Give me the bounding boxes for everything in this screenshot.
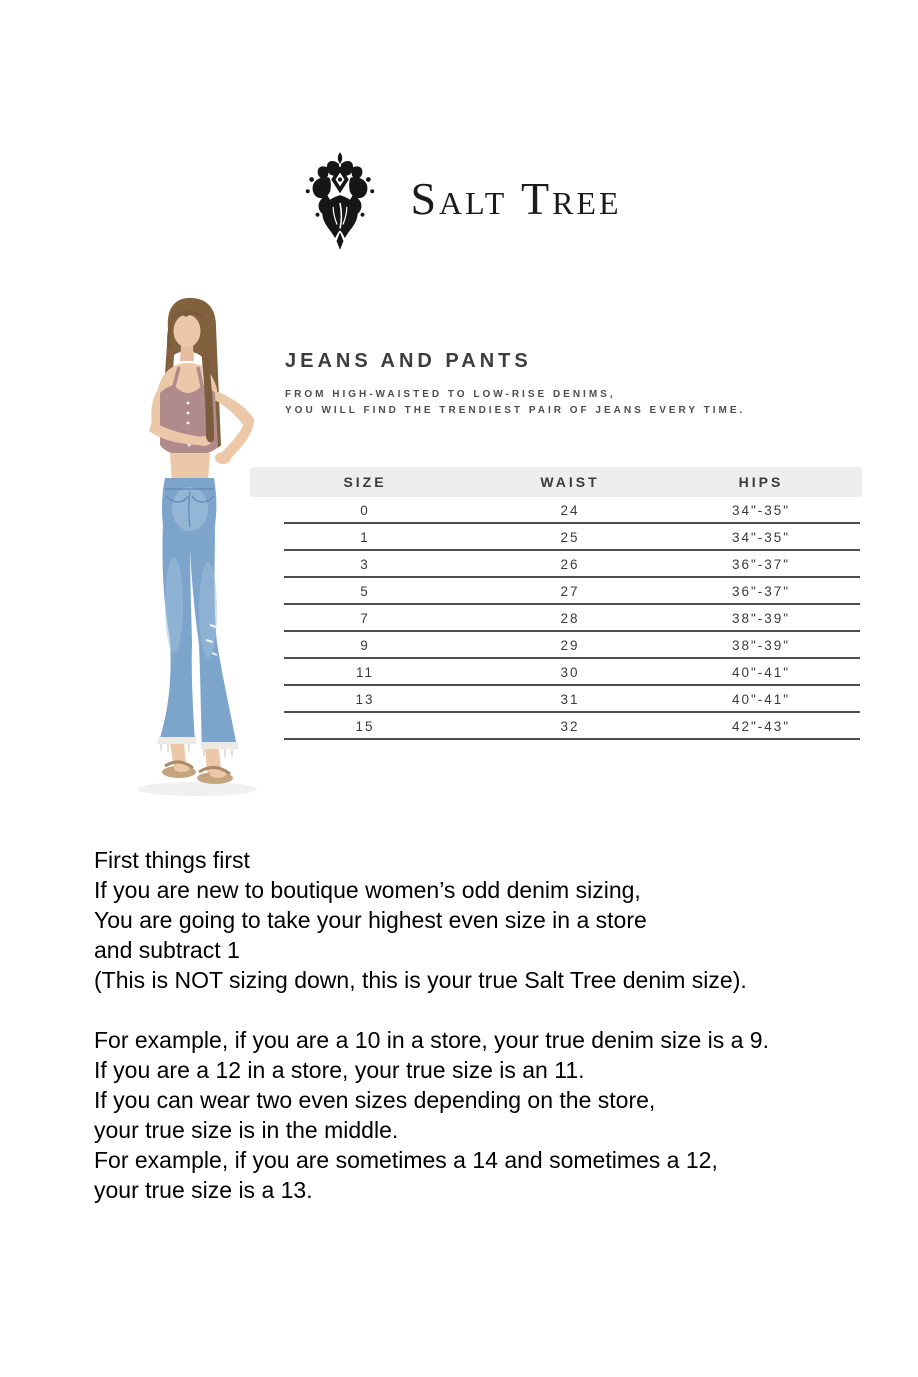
waist-cell: 30 bbox=[560, 665, 580, 680]
table-row bbox=[250, 632, 862, 659]
text-line: (This is NOT sizing down, this is your true Salt Tree denim size). bbox=[94, 967, 747, 993]
hips-cell: 36"-37" bbox=[731, 557, 791, 572]
waist-cell: 31 bbox=[560, 692, 580, 707]
section-title: JEANS AND PANTS bbox=[285, 350, 532, 372]
text-line: If you can wear two even sizes depending on the store, bbox=[94, 1087, 656, 1113]
size-cell: 5 bbox=[360, 584, 370, 599]
size-cell: 0 bbox=[360, 503, 370, 518]
text-line: For example, if you are sometimes a 14 and sometimes a 12, bbox=[94, 1147, 718, 1173]
table-row bbox=[250, 551, 862, 578]
size-cell: 3 bbox=[360, 557, 370, 572]
text-line: If you are new to boutique women’s odd denim sizing, bbox=[94, 877, 641, 903]
hips-cell: 42"-43" bbox=[731, 719, 791, 734]
waist-cell: 29 bbox=[560, 638, 580, 653]
size-chart-header-row bbox=[250, 467, 862, 497]
hips-cell: 36"-37" bbox=[731, 584, 791, 599]
table-row bbox=[250, 659, 862, 686]
hips-cell: 38"-39" bbox=[731, 638, 791, 653]
damask-ornament-icon bbox=[296, 152, 384, 252]
hips-cell: 38"-39" bbox=[731, 611, 791, 626]
text-line: and subtract 1 bbox=[94, 937, 240, 963]
section-subtitle-line1: FROM HIGH-WAISTED TO LOW-RISE DENIMS, bbox=[285, 389, 616, 400]
table-row bbox=[250, 578, 862, 605]
floor-shadow bbox=[137, 782, 257, 796]
sizing-rule-paragraph bbox=[94, 845, 874, 995]
waist-cell: 25 bbox=[560, 530, 580, 545]
hips-cell: 40"-41" bbox=[731, 665, 791, 680]
waist-cell: 32 bbox=[560, 719, 580, 734]
table-row bbox=[250, 686, 862, 713]
brand-name: Salt Tree bbox=[410, 173, 622, 224]
model-photo bbox=[62, 295, 277, 805]
table-row bbox=[250, 713, 862, 740]
size-chart-table bbox=[250, 467, 862, 740]
size-cell: 15 bbox=[355, 719, 375, 734]
size-cell: 1 bbox=[360, 530, 370, 545]
text-line: You are going to take your highest even size in a store bbox=[94, 907, 647, 933]
table-row bbox=[250, 524, 862, 551]
waist-cell: 28 bbox=[560, 611, 580, 626]
column-header-size: SIZE bbox=[343, 474, 387, 490]
column-header-hips: HIPS bbox=[738, 474, 784, 490]
size-cell: 11 bbox=[355, 665, 374, 680]
size-cell: 9 bbox=[360, 638, 370, 653]
hips-cell: 34"-35" bbox=[731, 503, 791, 518]
hips-cell: 40"-41" bbox=[731, 692, 791, 707]
waist-cell: 27 bbox=[560, 584, 580, 599]
text-line: First things first bbox=[94, 847, 250, 873]
column-header-waist: WAIST bbox=[540, 474, 600, 490]
sizing-guide-text bbox=[94, 845, 874, 1205]
section-header bbox=[285, 350, 865, 419]
size-cell: 7 bbox=[360, 611, 370, 626]
brand-logo bbox=[0, 152, 918, 252]
sizing-examples-paragraph bbox=[94, 1025, 874, 1205]
text-line: your true size is in the middle. bbox=[94, 1117, 399, 1143]
text-line: your true size is a 13. bbox=[94, 1177, 313, 1203]
waist-cell: 24 bbox=[560, 503, 580, 518]
section-subtitle-line2: YOU WILL FIND THE TRENDIEST PAIR OF JEANS EVERY TIME. bbox=[285, 405, 746, 416]
text-line: If you are a 12 in a store, your true size is an 11. bbox=[94, 1057, 585, 1083]
table-row bbox=[250, 497, 862, 524]
hips-cell: 34"-35" bbox=[731, 530, 791, 545]
table-row bbox=[250, 605, 862, 632]
text-line: For example, if you are a 10 in a store, your true denim size is a 9. bbox=[94, 1027, 769, 1053]
size-cell: 13 bbox=[355, 692, 375, 707]
waist-cell: 26 bbox=[560, 557, 580, 572]
